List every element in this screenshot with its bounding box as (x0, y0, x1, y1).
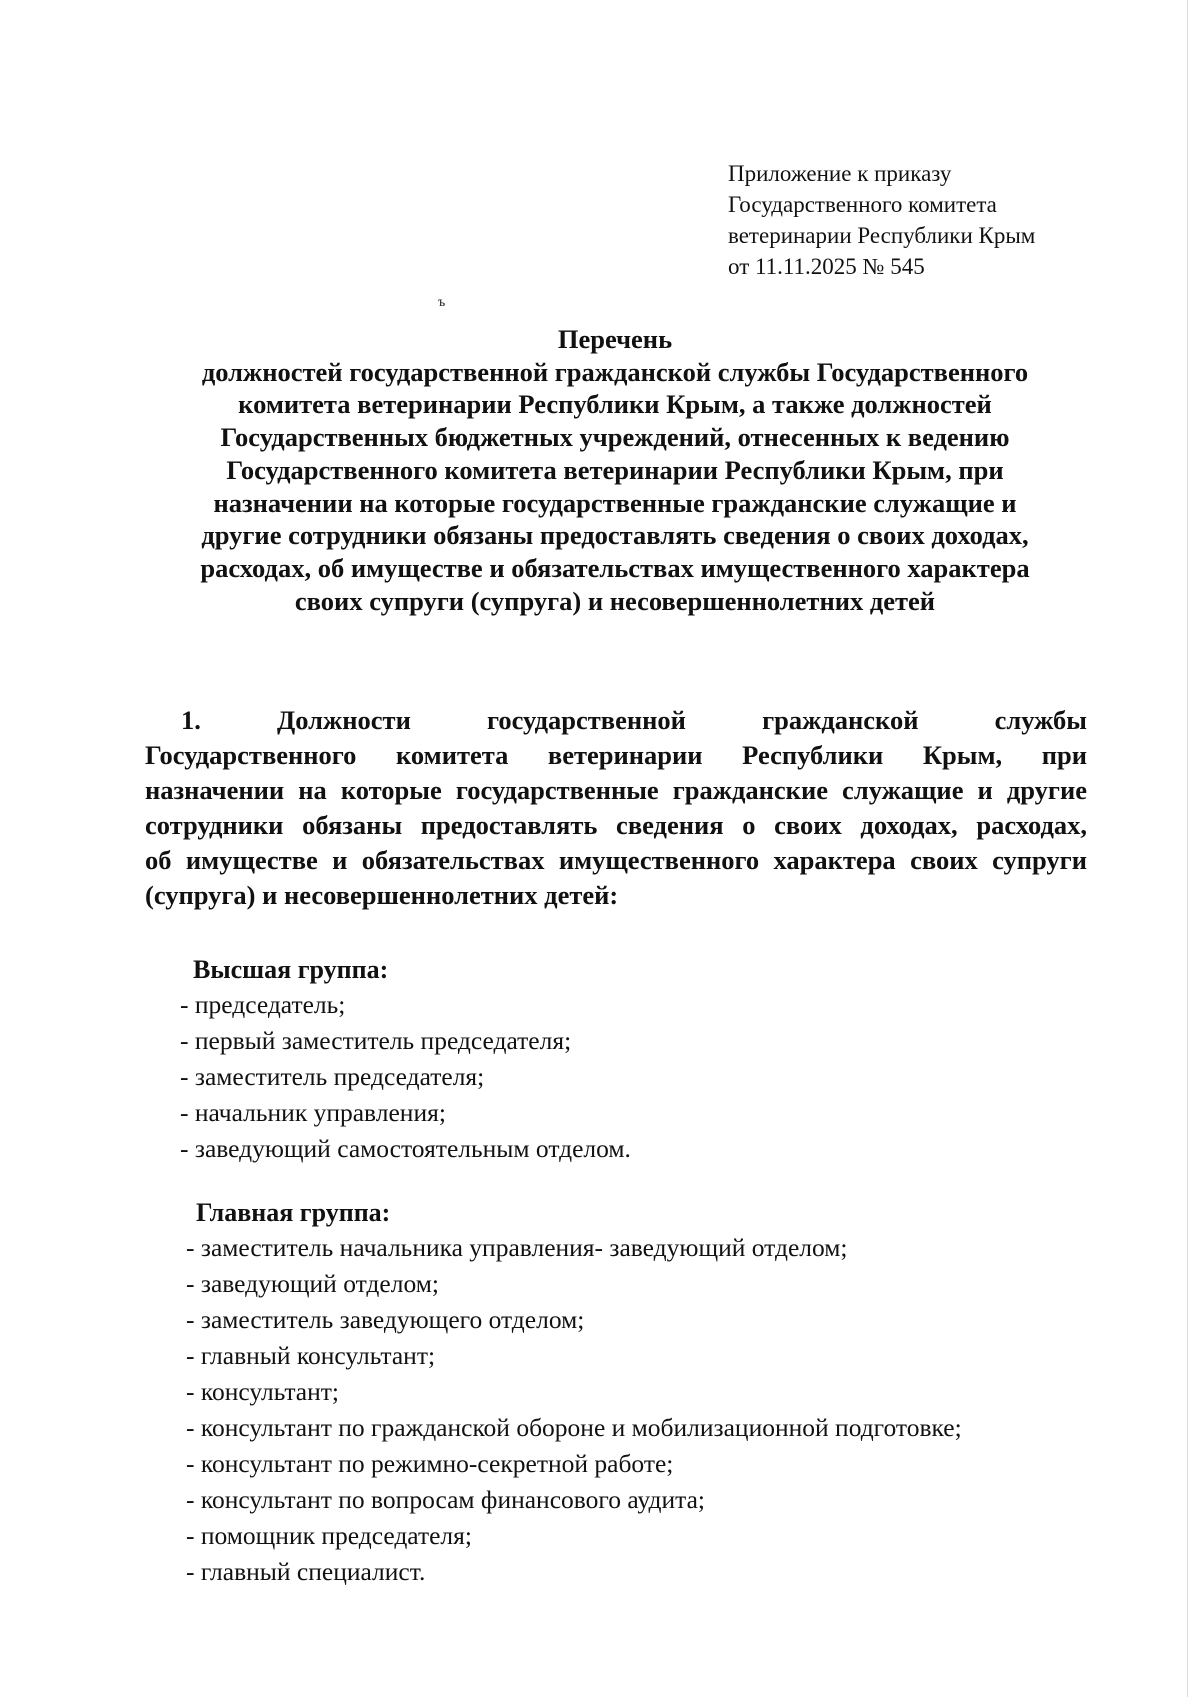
list-item: - заведующий самостоятельным отделом. (180, 1134, 631, 1163)
title-line: Государственного комитета ветеринарии Республики Крым, при (226, 454, 1004, 485)
section-line: назначении на которые государственные гражданские служащие и другие (145, 775, 1087, 805)
section-line: об имуществе и обязательствах имущественного характера своих супруги (145, 845, 1087, 875)
list-item: - заместитель председателя; (180, 1062, 485, 1091)
list-item: - председатель; (180, 990, 346, 1019)
list-item: - заместитель начальника управления- заведующий отделом; (186, 1233, 848, 1262)
title-line: Государственных бюджетных учреждений, отнесенных к ведению (220, 422, 1010, 453)
title-line: расходах, об имуществе и обязательствах имущественного характера (200, 552, 1030, 583)
group-heading-highest: Высшая группа: (193, 955, 389, 984)
scan-edge-line (1187, 0, 1188, 1697)
title-line: комитета ветеринарии Республики Крым, а также должностей (238, 389, 992, 420)
list-item: - первый заместитель председателя; (180, 1026, 572, 1055)
appendix-line: Государственного комитета (728, 192, 997, 217)
title-heading: Перечень (557, 324, 673, 354)
group-list-main (186, 1230, 962, 1590)
list-item: - главный специалист. (186, 1557, 426, 1586)
list-item: - консультант; (186, 1377, 339, 1406)
list-item: - заместитель заведующего отделом; (186, 1305, 585, 1334)
section-line: Государственного комитета ветеринарии Республики Крым, при (145, 740, 1087, 770)
list-item: - консультант по гражданской обороне и мобилизационной подготовке; (186, 1413, 962, 1442)
document-title (150, 323, 1080, 617)
list-item: - консультант по режимно-секретной работе; (186, 1449, 674, 1478)
list-item: - начальник управления; (180, 1098, 446, 1127)
appendix-line: от 11.11.2025 № 545 (728, 254, 925, 279)
title-line: должностей государственной гражданской службы Государственного (201, 356, 1029, 387)
appendix-note (728, 158, 1128, 282)
group-list-highest (180, 987, 631, 1167)
title-line: другие сотрудники обязаны предоставлять сведения о своих доходах, (201, 520, 1029, 551)
scan-mark: ъ (438, 295, 446, 310)
section-line: 1. Должности государственной гражданской службы (181, 705, 1087, 735)
list-item: - заведующий отделом; (186, 1269, 439, 1298)
list-item: - консультант по вопросам финансового аудита; (186, 1485, 705, 1514)
list-item: - помощник председателя; (186, 1521, 472, 1550)
section-line: (супруга) и несовершеннолетних детей: (145, 880, 619, 910)
appendix-line: Приложение к приказу (728, 161, 952, 186)
group-heading-main: Главная группа: (196, 1198, 391, 1227)
appendix-line: ветеринарии Республики Крым (728, 223, 1036, 248)
title-line: назначении на которые государственные гражданские служащие и (213, 487, 1017, 518)
section-line: сотрудники обязаны предоставлять сведения о своих доходах, расходах, (145, 810, 1087, 840)
list-item: - главный консультант; (186, 1341, 436, 1370)
section-1-paragraph (145, 703, 1087, 913)
title-line: своих супруги (супруга) и несовершеннолетних детей (294, 585, 936, 616)
